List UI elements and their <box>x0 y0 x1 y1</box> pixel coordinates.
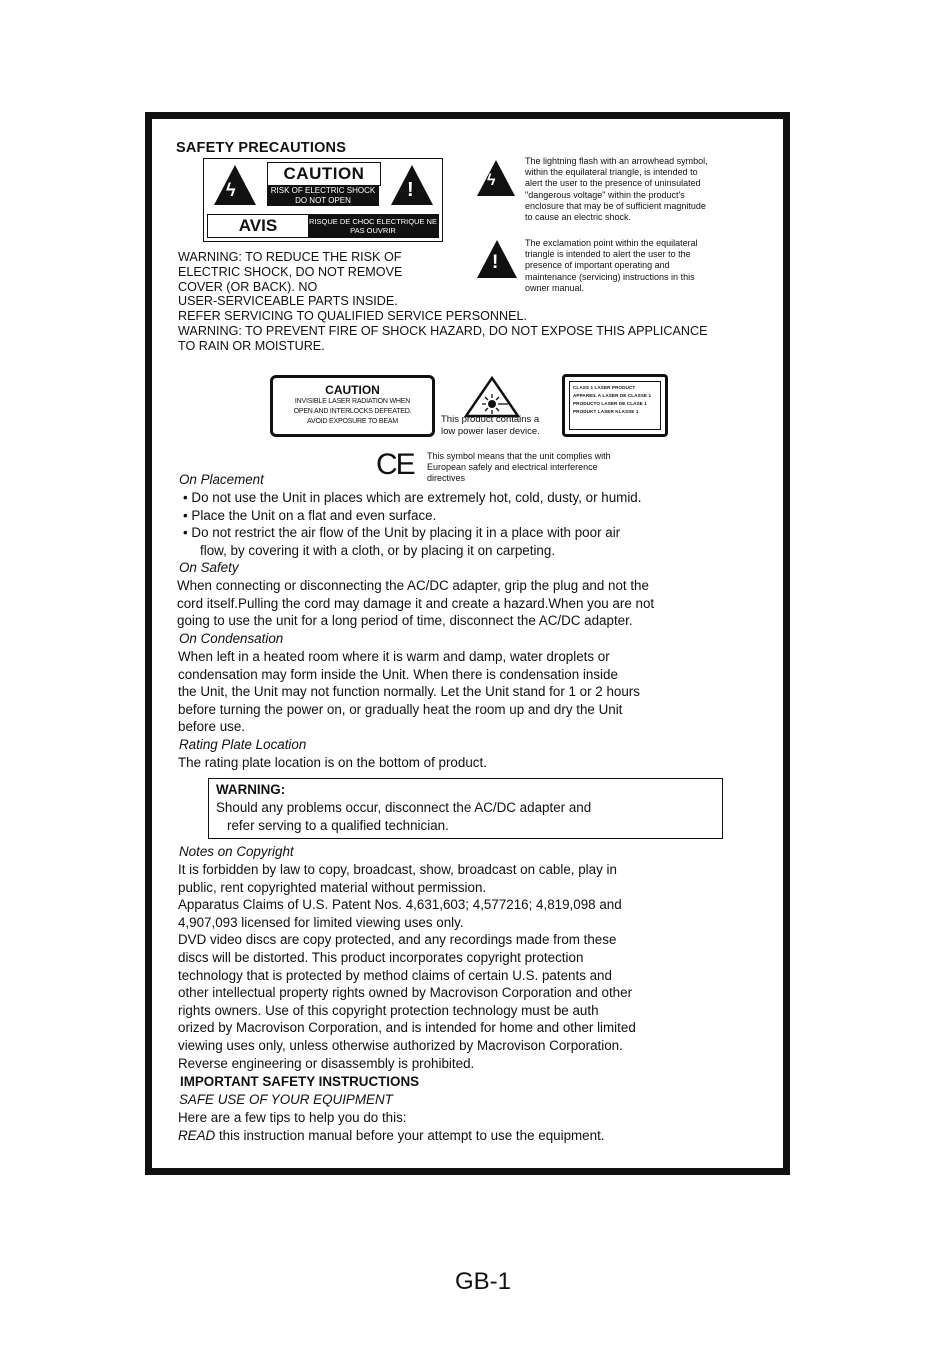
read-rest: this instruction manual before your attempt to use the equipment. <box>215 1128 605 1143</box>
class1-laser-label <box>562 374 668 437</box>
condensation-line: before turning the power on, or gradually heat the room up and dry the Unit <box>178 701 623 717</box>
warning-box-line-2: refer serving to a qualified technician. <box>227 818 449 833</box>
lightning-description <box>525 156 775 223</box>
caution-label <box>203 158 443 242</box>
lightning-line: within the equilateral triangle, is intended to <box>525 167 698 178</box>
avis-text <box>308 215 438 237</box>
risk-line-1: RISK OF ELECTRIC SHOCK <box>270 186 376 195</box>
bullet-continuation: flow, by covering it with a cloth, or by placing it on carpeting. <box>200 542 556 558</box>
risk-line-2: DO NOT OPEN <box>295 195 351 205</box>
placement-bullet: • Do not use the Unit in places which are extremely hot, cold, dusty, or humid. <box>183 490 642 505</box>
ce-note-line: European safely and electrical interference <box>427 462 598 473</box>
copyright-line: discs will be distorted. This product incorporates copyright protection <box>178 949 584 965</box>
avis-line-1: RISQUE DE CHOC ELECTRIQUE NE <box>309 217 437 226</box>
warning-line: USER-SERVICEABLE PARTS INSIDE. <box>178 294 398 309</box>
warning-line: REFER SERVICING TO QUALIFIED SERVICE PERSONNEL. <box>178 309 527 324</box>
lightning-bolt-icon: ϟ <box>226 180 236 200</box>
lightning-symbol-icon <box>477 160 515 196</box>
laser-note-line: low power laser device. <box>441 425 540 437</box>
class1-laser-text <box>569 381 661 430</box>
important-subheading: SAFE USE OF YOUR EQUIPMENT <box>179 1092 393 1107</box>
exclamation-line: owner manual. <box>525 282 585 293</box>
copyright-line: 4,907,093 licensed for limited viewing uses only. <box>178 914 464 930</box>
laser-product-note <box>441 414 540 437</box>
copyright-line: Reverse engineering or disassembly is prohibited. <box>178 1055 475 1071</box>
warning-line: TO RAIN OR MOISTURE. <box>178 338 325 353</box>
exclamation-mark-icon: ! <box>407 179 414 201</box>
copyright-heading: Notes on Copyright <box>179 844 294 859</box>
laser-caution-line: INVISIBLE LASER RADIATION WHEN <box>294 398 411 405</box>
copyright-line: other intellectual property rights owned by Macrovison Corporation and other <box>178 985 633 1001</box>
condensation-heading: On Condensation <box>179 631 284 646</box>
safety-heading: On Safety <box>179 560 239 575</box>
rating-text: The rating plate location is on the bottom of product. <box>178 755 487 770</box>
placement-bullet: • Do not restrict the air flow of the Unit by placing it in a place with poor air <box>183 525 621 541</box>
placement-heading: On Placement <box>179 472 264 487</box>
warning-box-title: WARNING: <box>216 782 286 797</box>
condensation-text <box>178 648 778 736</box>
laser-caution-title: CAUTION <box>325 383 380 397</box>
warning-line: WARNING: TO PREVENT FIRE OF SHOCK HAZARD, DO NOT EXPOSE THIS APPLICANCE <box>178 323 708 338</box>
bullet-text: Place the Unit on a flat and even surface. <box>191 507 437 523</box>
copyright-line: Apparatus Claims of U.S. Patent Nos. 4,631,603; 4,577216; 4,819,098 and <box>178 897 622 913</box>
warning-line: WARNING: TO REDUCE THE RISK OF <box>178 250 402 264</box>
safety-text <box>177 577 777 630</box>
warning-box-line-1: Should any problems occur, disconnect the AC/DC adapter and <box>216 800 592 815</box>
warning-line: COVER (OR BACK). NO <box>178 279 318 294</box>
copyright-line: DVD video discs are copy protected, and any recordings made from these <box>178 932 617 948</box>
warning-box <box>208 778 723 839</box>
safety-line: cord itself.Pulling the cord may damage it and create a hazard.When you are not <box>177 595 655 611</box>
placement-bullet: • Place the Unit on a flat and even surface. <box>183 507 437 523</box>
copyright-line: It is forbidden by law to copy, broadcast, show, broadcast on cable, play in <box>178 862 617 877</box>
laser-caution-label <box>270 375 435 437</box>
warning-line: ELECTRIC SHOCK, DO NOT REMOVE <box>178 264 403 279</box>
ce-note-line: directives <box>427 473 466 484</box>
ce-mark-icon: CE <box>376 448 414 481</box>
risk-text <box>267 185 379 206</box>
lightning-line: "dangerous voltage" within the product's <box>525 189 685 200</box>
copyright-line: orized by Macrovison Corporation, and is intended for home and other limited <box>178 1020 636 1036</box>
page-title: SAFETY PRECAUTIONS <box>176 140 347 156</box>
exclamation-line: presence of important operating and <box>525 260 670 271</box>
condensation-line: When left in a heated room where it is warm and damp, water droplets or <box>178 649 610 664</box>
placement-bullets <box>183 489 783 559</box>
condensation-line: the Unit, the Unit may not function normally. Let the Unit stand for 1 or 2 hours <box>178 684 640 700</box>
read-word: READ <box>178 1128 216 1143</box>
copyright-text <box>178 861 778 1072</box>
class-line: CLASS 1 LASER PRODUCT <box>573 385 636 390</box>
bullet-text: Do not use the Unit in places which are extremely hot, cold, dusty, or humid. <box>191 490 642 505</box>
ce-note <box>427 451 687 485</box>
condensation-line: before use. <box>178 719 245 735</box>
important-heading: IMPORTANT SAFETY INSTRUCTIONS <box>180 1074 420 1089</box>
class-line: PRODUKT LASER KLASSE 1 <box>573 409 639 414</box>
exclamation-line: triangle is intended to alert the user to the <box>525 249 691 260</box>
laser-note-line: This product contains a <box>441 414 540 425</box>
important-read-line <box>178 1127 605 1145</box>
lightning-line: alert the user to the presence of uninsulated <box>525 178 701 189</box>
rating-heading: Rating Plate Location <box>179 737 307 752</box>
exclamation-symbol-mark-icon: ! <box>492 252 499 273</box>
copyright-line: public, rent copyrighted material without permission. <box>178 879 487 895</box>
copyright-line: viewing uses only, unless otherwise authorized by Macrovison Corporation. <box>178 1037 623 1053</box>
laser-caution-line: AVOID EXPOSURE TO BEAM <box>307 418 398 425</box>
bullet-text: Do not restrict the air flow of the Unit by placing it in a place with poor air <box>191 525 621 541</box>
page-number: GB-1 <box>455 1268 512 1295</box>
copyright-line: rights owners. Use of this copyright protection technology must be auth <box>178 1002 599 1018</box>
exclamation-line: The exclamation point within the equilateral <box>525 238 698 248</box>
lightning-line: to cause an electric shock. <box>525 212 632 223</box>
copyright-line: technology that is protected by method claims of certain U.S. patents and <box>178 967 612 983</box>
caution-word: CAUTION <box>267 162 381 186</box>
avis-row <box>207 214 439 238</box>
condensation-line: condensation may form inside the Unit. When there is condensation inside <box>178 666 618 682</box>
lightning-line: The lightning flash with an arrowhead symbol, <box>525 156 708 166</box>
class-line: APPAREIL A LASER DE CLASSE 1 <box>573 393 652 398</box>
class-line: PRODUCTO LASER DE CLASE 1 <box>573 401 647 406</box>
exclamation-line: maintenance (servicing) instructions in this <box>525 271 695 282</box>
ce-note-line: This symbol means that the unit complies with <box>427 451 611 461</box>
avis-word: AVIS <box>238 216 278 235</box>
laser-caution-line: OPEN AND INTERLOCKS DEFEATED. <box>293 408 412 415</box>
lightning-symbol-bolt-icon: ϟ <box>487 172 496 189</box>
lightning-line: enclosure that may be of sufficient magnitude <box>525 200 706 211</box>
avis-line-2: PAS OUVRIR <box>350 226 396 235</box>
important-line-1: Here are a few tips to help you do this: <box>178 1110 407 1125</box>
safety-line: going to use the unit for a long period of time, disconnect the AC/DC adapter. <box>177 613 633 629</box>
warning-text-block <box>178 250 778 354</box>
safety-line: When connecting or disconnecting the AC/DC adapter, grip the plug and not the <box>177 578 649 593</box>
